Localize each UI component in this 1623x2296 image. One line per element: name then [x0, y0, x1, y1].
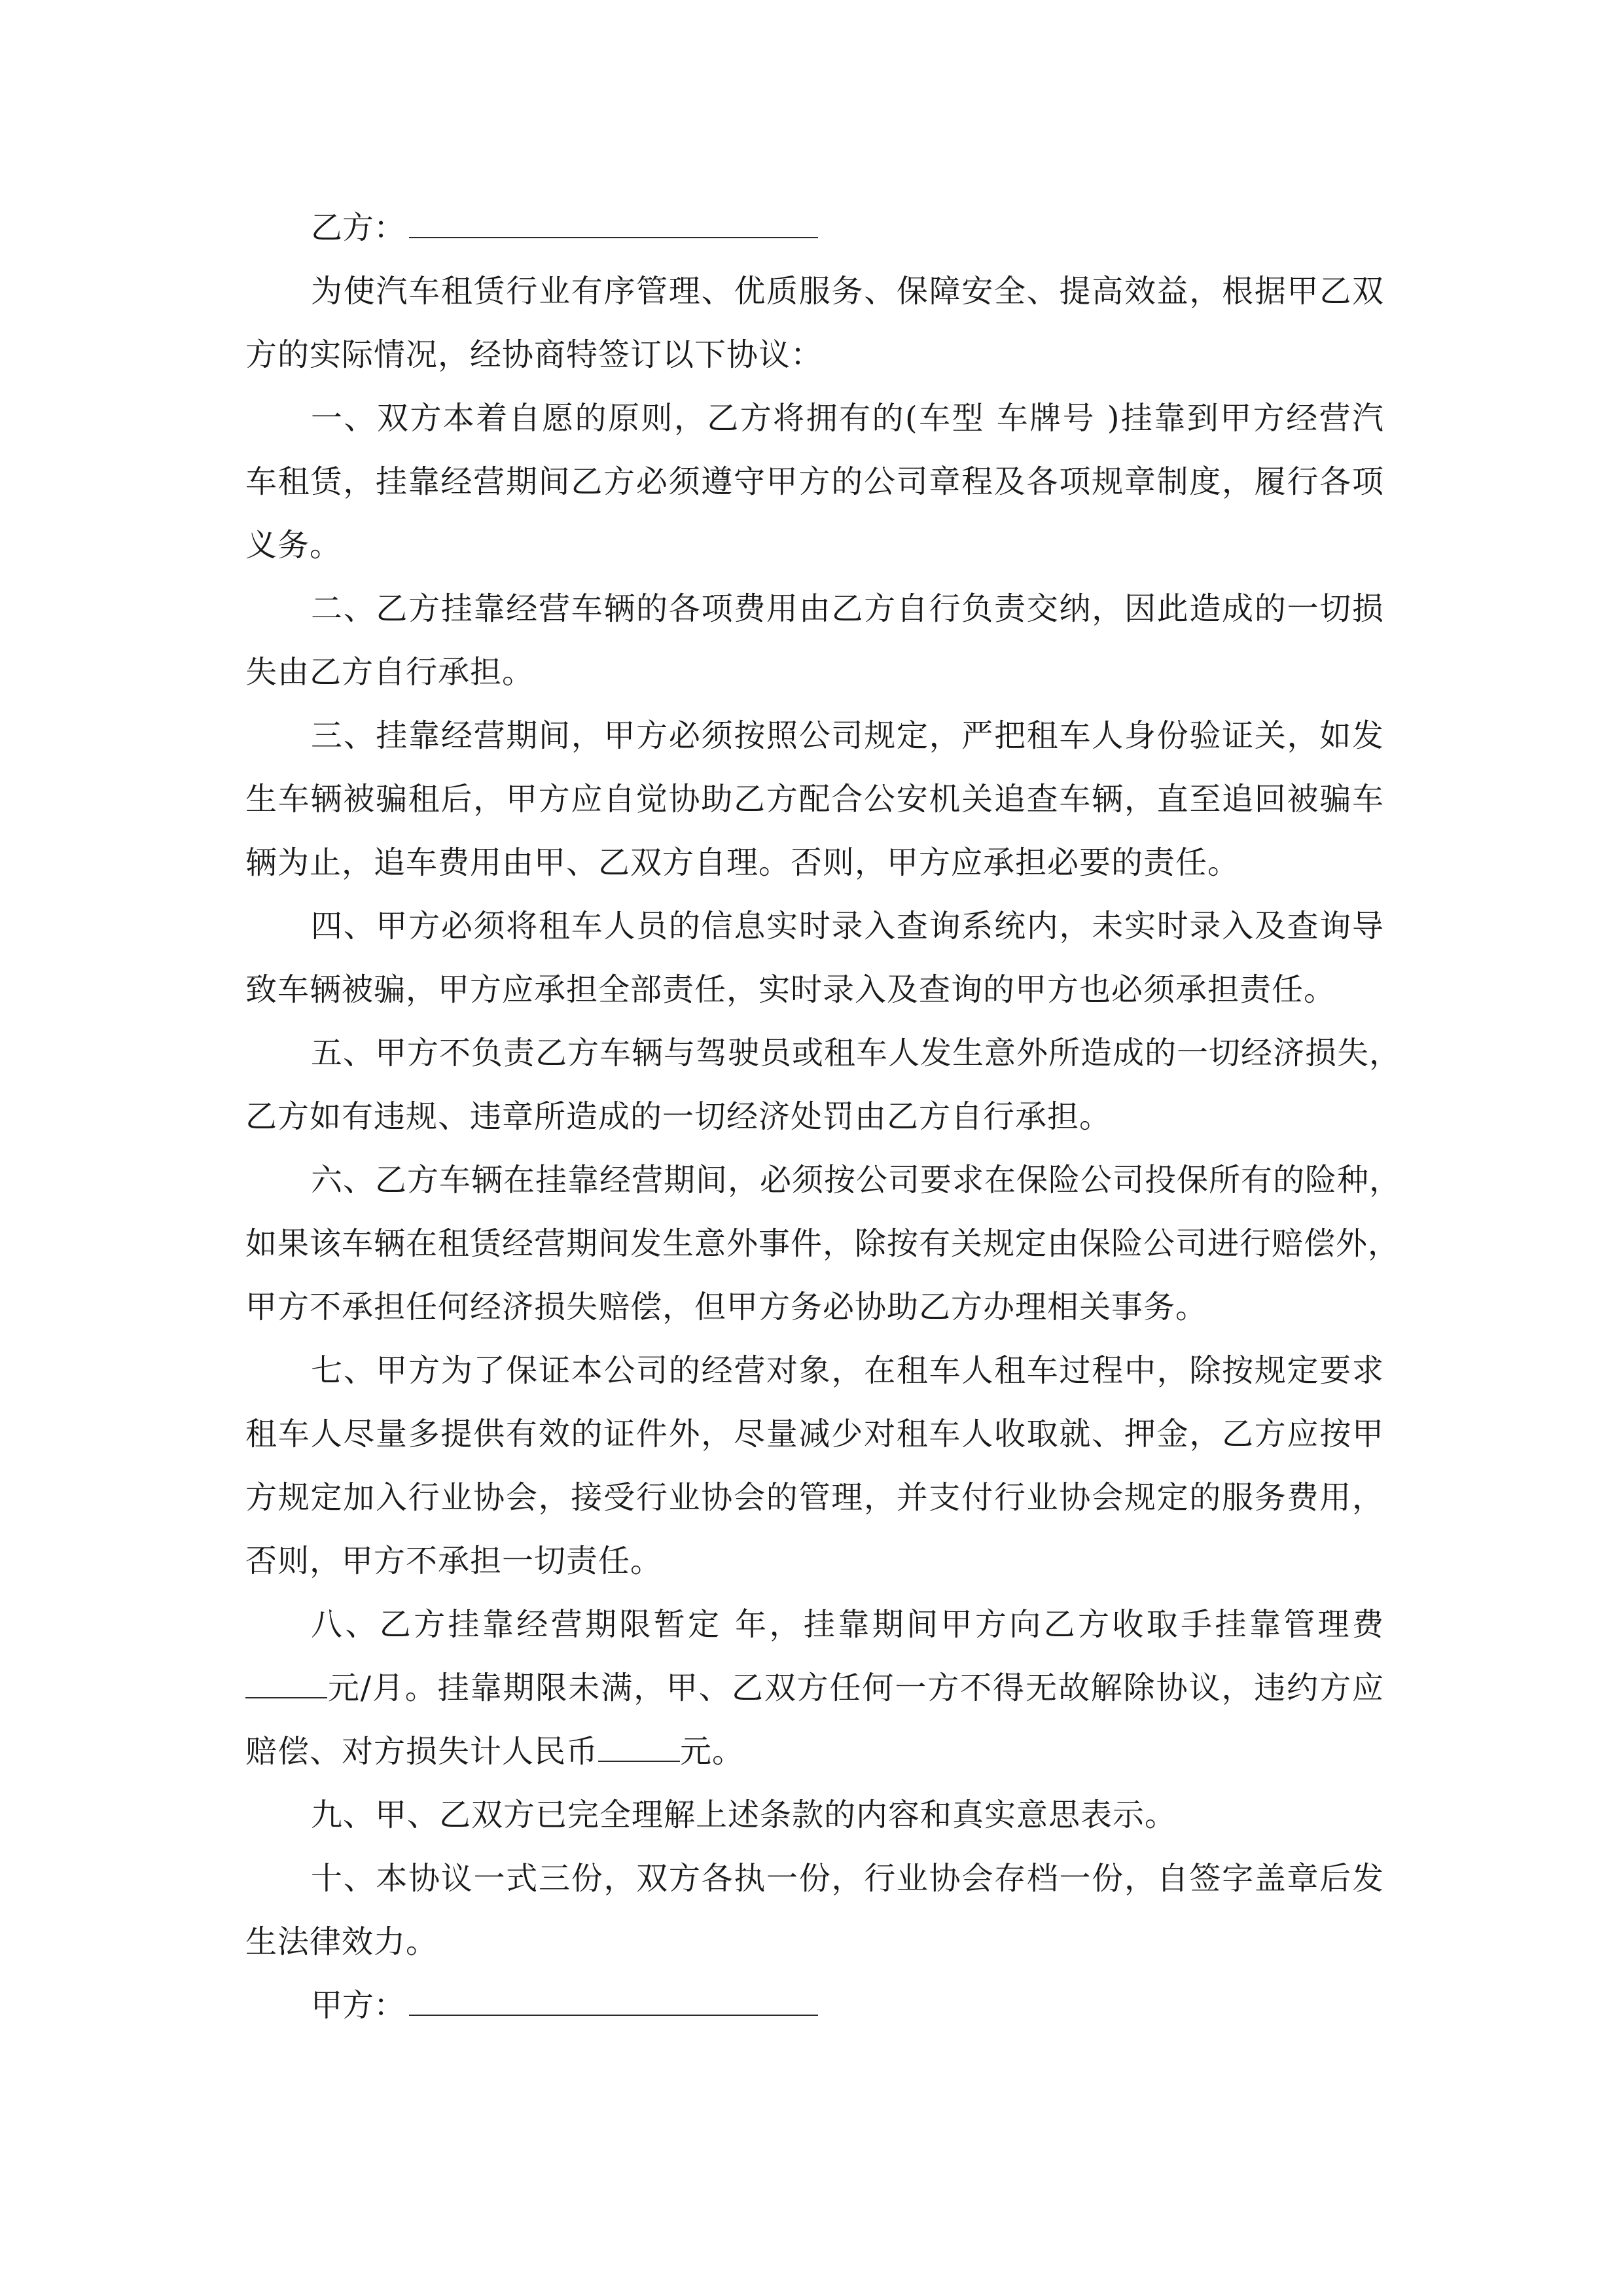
clause-line: 九、甲、乙双方已完全理解上述条款的内容和真实意思表示。 [311, 1797, 1177, 1833]
intro-line: 为使汽车租赁行业有序管理、优质服务、保障安全、提高效益，根据甲乙双 [311, 273, 1384, 310]
clause-line: 十、本协议一式三份，双方各执一份，行业协会存档一份，自签字盖章后发 [311, 1860, 1384, 1897]
intro-paragraph [245, 260, 1384, 387]
clause-1 [245, 387, 1384, 577]
clause-line: 三、挂靠经营期间，甲方必须按照公司规定，严把租车人身份验证关，如发 [311, 717, 1384, 754]
clause-line: 否则，甲方不承担一切责任。 [245, 1543, 663, 1579]
party-a-blank[interactable] [409, 1995, 818, 2016]
fee-blank[interactable] [245, 1674, 327, 1698]
clause-line: 七、甲方为了保证本公司的经营对象，在租车人租车过程中，除按规定要求 [311, 1352, 1384, 1389]
clause-line: 义务。 [245, 527, 342, 564]
clause-2 [245, 577, 1384, 704]
clause-line-text: 元。 [680, 1733, 745, 1770]
clause-line: 租车人尽量多提供有效的证件外，尽量减少对租车人收取就、押金，乙方应按甲 [245, 1416, 1384, 1452]
party-b-blank[interactable] [409, 217, 818, 238]
clause-4 [245, 895, 1384, 1022]
clause-7 [245, 1339, 1384, 1593]
intro-line: 方的实际情况，经协商特签订以下协议： [245, 336, 823, 373]
clause-line: 一、双方本着自愿的原则，乙方将拥有的(车型 车牌号 )挂靠到甲方经营汽 [311, 400, 1384, 437]
clause-line: 车租赁，挂靠经营期间乙方必须遵守甲方的公司章程及各项规章制度，履行各项 [245, 463, 1384, 500]
clause-line: 二、乙方挂靠经营车辆的各项费用由乙方自行负责交纳，因此造成的一切损 [311, 590, 1384, 627]
clause-line: 四、甲方必须将租车人员的信息实时录入查询系统内，未实时录入及查询导 [311, 908, 1384, 944]
clause-line: 生车辆被骗租后，甲方应自觉协助乙方配合公安机关追查车辆，直至追回被骗车 [245, 781, 1384, 817]
clause-10 [245, 1847, 1384, 1974]
clause-line: 方规定加入行业协会，接受行业协会的管理，并支付行业协会规定的服务费用， [245, 1479, 1384, 1516]
clause-line-text: 赔偿、对方损失计人民币 [245, 1733, 599, 1770]
clause-line: 生法律效力。 [245, 1924, 438, 1960]
clause-line: 五、甲方不负责乙方车辆与驾驶员或租车人发生意外所造成的一切经济损失， [311, 1035, 1402, 1071]
clause-6 [245, 1149, 1402, 1339]
clause-line: 甲方不承担任何经济损失赔偿，但甲方务必协助乙方办理相关事务。 [245, 1289, 1208, 1325]
clause-line: 致车辆被骗，甲方应承担全部责任，实时录入及查询的甲方也必须承担责任。 [245, 971, 1336, 1008]
clause-5 [245, 1022, 1402, 1149]
clause-line [245, 1657, 1384, 1720]
penalty-blank[interactable] [598, 1737, 680, 1762]
clause-8 [245, 1593, 1384, 1784]
clause-line-text: 元/月。挂靠期限未满，甲、乙双方任何一方不得无故解除协议，违约方应 [327, 1670, 1384, 1706]
clause-line: 六、乙方车辆在挂靠经营期间，必须按公司要求在保险公司投保所有的险种， [311, 1162, 1402, 1198]
party-b-label: 乙方： [311, 209, 406, 246]
clause-line: 如果该车辆在租赁经营期间发生意外事件，除按有关规定由保险公司进行赔偿外， [245, 1225, 1400, 1262]
clause-3 [245, 704, 1384, 895]
clause-line: 乙方如有违规、违章所造成的一切经济处罚由乙方自行承担。 [245, 1098, 1112, 1135]
party-b-signature-line [245, 196, 1384, 260]
clause-line [245, 1720, 1384, 1784]
party-a-signature-line [245, 1974, 1384, 2037]
party-a-label: 甲方： [311, 1987, 406, 2024]
contract-page [245, 196, 1402, 2037]
clause-line: 辆为止，追车费用由甲、乙双方自理。否则，甲方应承担必要的责任。 [245, 844, 1240, 881]
clause-line: 八、乙方挂靠经营期限暂定 年，挂靠期间甲方向乙方收取手挂靠管理费 [311, 1606, 1384, 1643]
clause-line: 失由乙方自行承担。 [245, 654, 535, 691]
clause-9 [245, 1784, 1384, 1847]
